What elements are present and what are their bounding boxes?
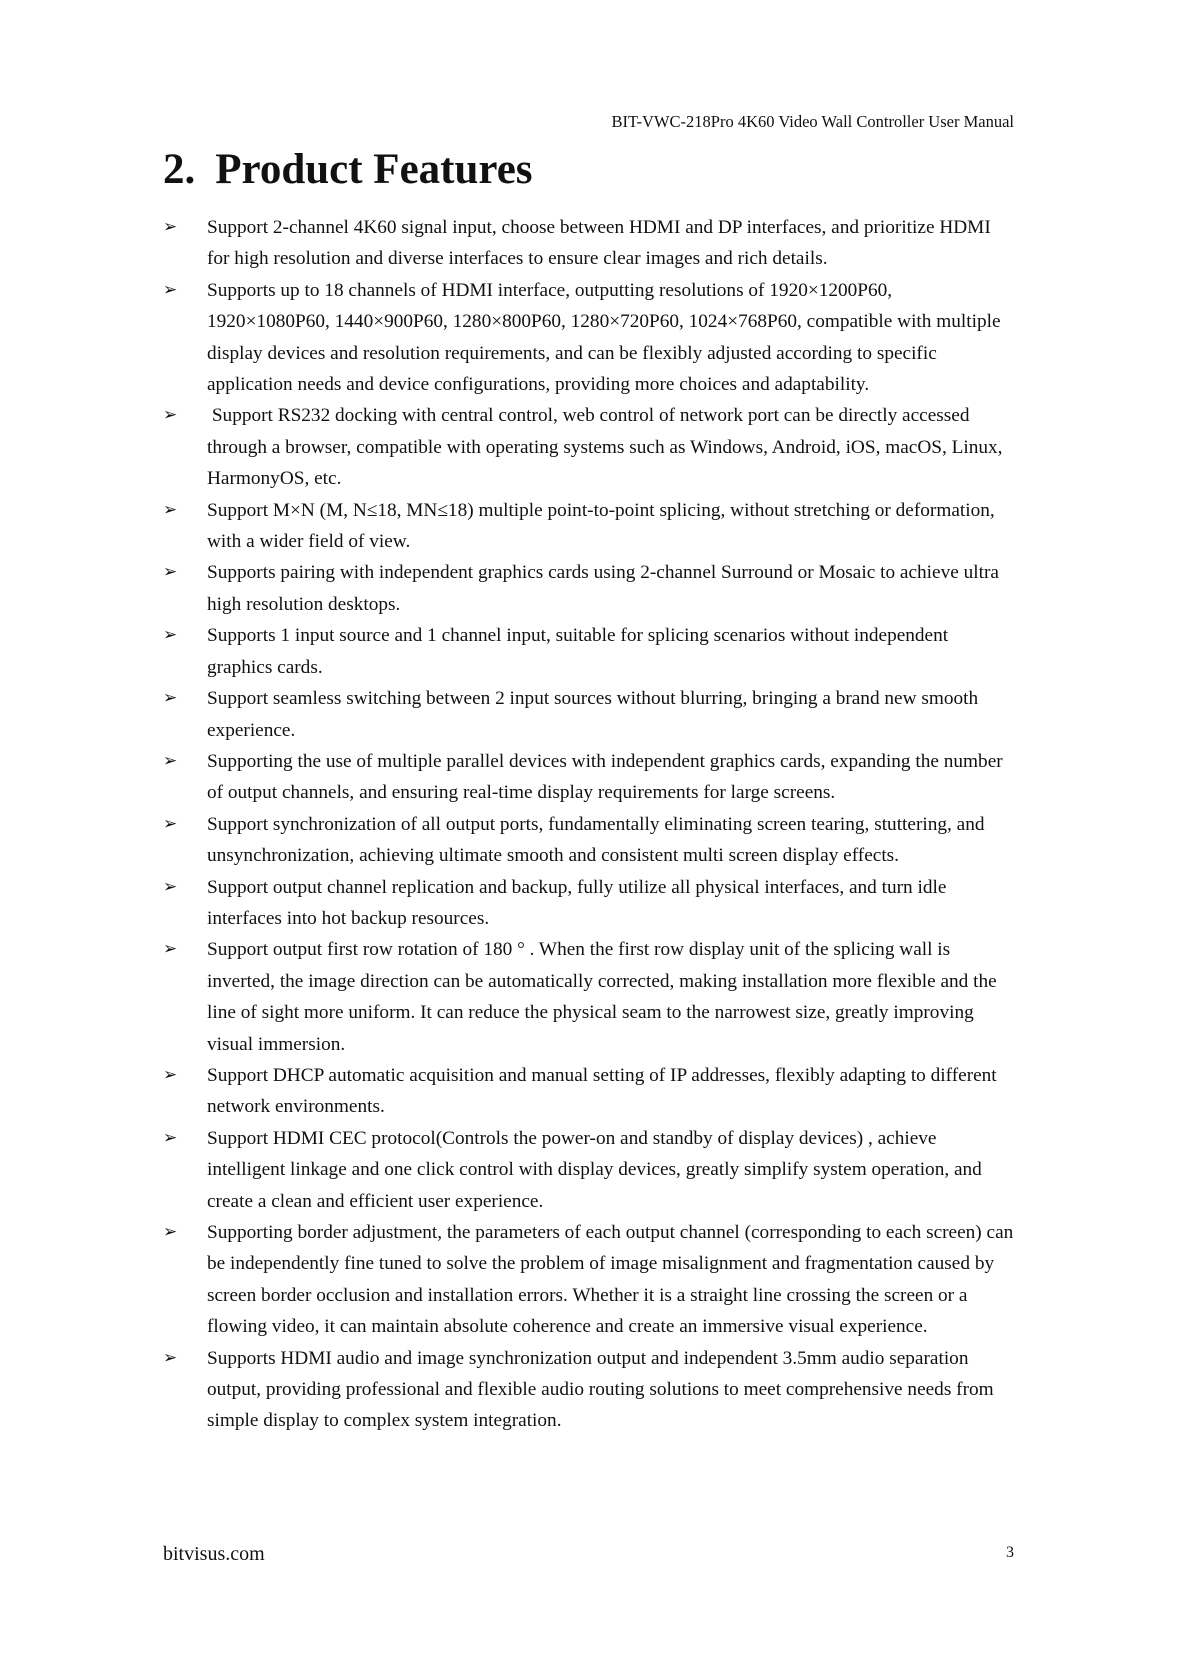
section-title-text: Product Features [215, 146, 533, 193]
feature-text: Support M×N (M, N≤18, MN≤18) multiple point-to-point splicing, without stretching or deformation, with a wider field of view. [207, 499, 1000, 553]
arrow-bullet-icon: ➢ [163, 750, 178, 771]
feature-list [163, 212, 1018, 1437]
arrow-bullet-icon: ➢ [163, 562, 178, 583]
feature-item [163, 212, 1018, 275]
feature-text: Supports HDMI audio and image synchronization output and independent 3.5mm audio separation output, providing professional and flexible audio routing solutions to meet comprehensive needs from simple display to complex system integration. [207, 1347, 999, 1432]
feature-item [163, 1217, 1018, 1343]
arrow-bullet-icon: ➢ [163, 405, 178, 426]
section-title [163, 142, 533, 198]
feature-text: Supports pairing with independent graphics cards using 2-channel Surround or Mosaic to achieve ultra high resolution desktops. [207, 562, 1004, 615]
arrow-bullet-icon: ➢ [163, 1222, 178, 1242]
feature-text: Support synchronization of all output ports, fundamentally eliminating screen tearing, stuttering, and unsynchronization, achieving ultimate smooth and consistent multi screen display effects. [207, 813, 990, 867]
arrow-bullet-icon: ➢ [163, 499, 178, 520]
feature-item [163, 557, 1018, 620]
feature-item [163, 1343, 1018, 1437]
arrow-bullet-icon: ➢ [163, 939, 178, 960]
arrow-bullet-icon: ➢ [163, 1127, 178, 1148]
arrow-bullet-icon: ➢ [163, 625, 178, 646]
feature-text: Support DHCP automatic acquisition and manual setting of IP addresses, flexibly adapting to different network environments. [207, 1064, 1002, 1118]
arrow-bullet-icon: ➢ [163, 1064, 178, 1085]
feature-item [163, 746, 1018, 809]
feature-text: Support seamless switching between 2 input sources without blurring, bringing a brand new smooth experience. [207, 688, 983, 741]
feature-text: Support output channel replication and backup, fully utilize all physical interfaces, and turn idle interfaces into hot backup resources. [207, 876, 952, 929]
feature-text: Support HDMI CEC protocol(Controls the power-on and standby of display devices) , achieve intelligent linkage and one click control with display devices, greatly simplify system operation, and create a clean and efficient user experience. [207, 1127, 987, 1212]
feature-item [163, 495, 1018, 558]
feature-item [163, 620, 1018, 683]
arrow-bullet-icon: ➢ [163, 217, 178, 237]
feature-item [163, 934, 1018, 1060]
arrow-bullet-icon: ➢ [163, 688, 178, 709]
feature-text: Supports up to 18 channels of HDMI interface, outputting resolutions of 1920×1200P60, 1920×1080P60, 1440×900P60, 1280×800P60, 1280×720P60, 1024×768P60, compatible with multiple display devices and resolution requirements, and can be flexibly adjusted according to specific application needs and device configurations, providing more choices and adaptability. [207, 279, 1006, 396]
arrow-bullet-icon: ➢ [163, 279, 178, 300]
feature-text: Support 2-channel 4K60 signal input, choose between HDMI and DP interfaces, and prioritize HDMI for high resolution and diverse interfaces to ensure clear images and rich details. [207, 217, 996, 270]
feature-text: Support RS232 docking with central control, web control of network port can be directly accessed through a browser, compatible with operating systems such as Windows, Android, iOS, macOS, Linux, HarmonyOS, etc. [207, 405, 1008, 490]
section-number: 2. [163, 146, 196, 193]
feature-item [163, 400, 1018, 494]
feature-item [163, 809, 1018, 872]
arrow-bullet-icon: ➢ [163, 876, 178, 897]
feature-text: Supports 1 input source and 1 channel input, suitable for splicing scenarios without independent graphics cards. [207, 625, 953, 678]
feature-item [163, 683, 1018, 746]
arrow-bullet-icon: ➢ [163, 1347, 178, 1368]
arrow-bullet-icon: ➢ [163, 813, 178, 834]
feature-text: Supporting border adjustment, the parameters of each output channel (corresponding to each screen) can be independently fine tuned to solve the problem of image misalignment and fragmentation caused by screen border occlusion and installation errors. Whether it is a straight line crossing the screen or a flowing video, it can maintain absolute coherence and create an immersive visual experience. [207, 1222, 1019, 1338]
feature-item [163, 1123, 1018, 1217]
page-header: BIT-VWC-218Pro 4K60 Video Wall Controller User Manual [611, 112, 1014, 131]
footer-website: bitvisus.com [163, 1543, 265, 1565]
feature-item [163, 872, 1018, 935]
page-number: 3 [1006, 1544, 1014, 1561]
feature-item [163, 275, 1018, 401]
feature-text: Supporting the use of multiple parallel devices with independent graphics cards, expanding the number of output channels, and ensuring real-time display requirements for large screens. [207, 750, 1008, 804]
feature-text: Support output first row rotation of 180 ° . When the first row display unit of the splicing wall is inverted, the image direction can be automatically corrected, making installation more flexible and the line of sight more uniform. It can reduce the physical seam to the narrowest size, greatly improving visual immersion. [207, 939, 1002, 1055]
feature-item [163, 1060, 1018, 1123]
